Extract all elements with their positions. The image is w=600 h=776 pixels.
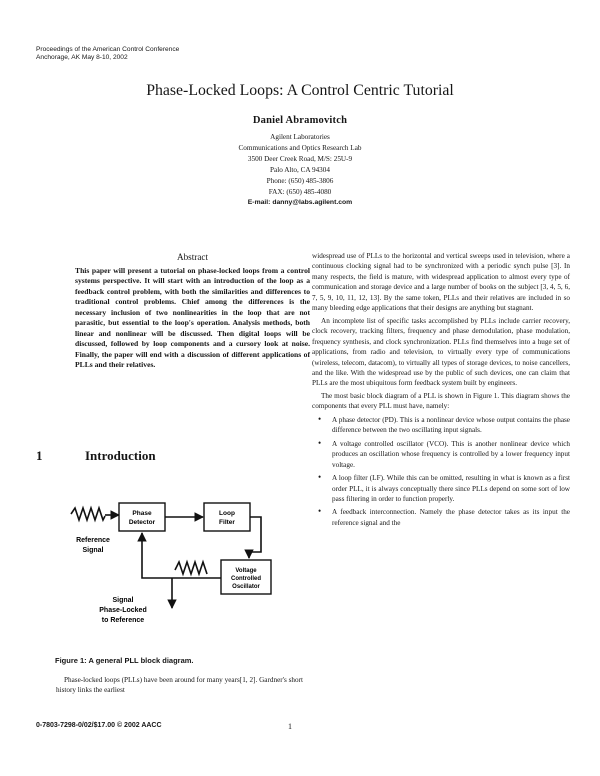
affiliation-fax: FAX: (650) 485-4080 (268, 188, 332, 196)
copyright-footer: 0-7803-7298-0/02/$17.00 © 2002 AACC (36, 722, 162, 729)
conference-name: Proceedings of the American Control Conference (36, 46, 180, 53)
body-paragraph-2: An incomplete list of specific tasks accomplished by PLLs include carrier recovery, clock recovery, tracking filters, frequency and phase demodulation, phase modulation, frequency synthesis, and clock synchronization. PLLs find themselves into a huge set of applications, from radio and television, to virtually every type of communications (wireless, telecom, datacom), to virtually all types of storage devices, to noise cancellers, and the like. With the widespread use by the public of such devices, one can claim that PLLs are the most ubiquitous form feedback system built by engineers. (312, 316, 570, 388)
author-name: Daniel Abramovitch (252, 115, 348, 126)
affiliation-lab: Communications and Optics Research Lab (238, 144, 362, 152)
figure-caption: Figure 1: A general PLL block diagram. (55, 656, 194, 665)
pd-label-2: Detector (128, 519, 156, 526)
bullet-icon: • (318, 437, 322, 448)
right-column (312, 251, 570, 528)
output-label-2: Phase-Locked (99, 607, 147, 614)
pll-block-diagram (55, 478, 305, 650)
reference-label-2: Signal (82, 547, 104, 554)
conference-header (36, 46, 179, 61)
intro-paragraph: Phase-locked loops (PLLs) have been around for many years[1, 2]. Gardner's short history links the earliest (56, 676, 303, 695)
output-label-3: to Reference (101, 617, 145, 624)
bullet-icon: • (318, 413, 322, 424)
list-item-text: A loop filter (LF). While this can be omitted, resulting in what is known as a first order PLL, it is always conceptually there since PLLs depend on some sort of low pass filtering in order to function properly. (332, 474, 570, 503)
affiliation-city: Palo Alto, CA 94304 (270, 166, 330, 174)
list-item (312, 439, 570, 470)
list-item (312, 473, 570, 504)
bullet-icon: • (318, 506, 322, 517)
reference-waveform (71, 508, 105, 520)
pd-label-1: Phase (132, 510, 152, 517)
affiliation-org: Agilent Laboratories (270, 133, 330, 141)
vco-label-3: Oscillator (232, 584, 260, 590)
conference-location: Anchorage, AK May 8-10, 2002 (36, 53, 128, 61)
affiliation-address: 3500 Deer Creek Road, M/S: 25U-9 (247, 155, 353, 163)
component-list (312, 415, 570, 529)
page-number: 1 (288, 722, 292, 731)
section-title: Introduction (85, 448, 156, 463)
section-heading (36, 448, 156, 464)
output-label-1: Signal (112, 597, 134, 604)
bullet-icon: • (318, 472, 322, 483)
section-number: 1 (36, 448, 43, 463)
phase-detector-block (119, 503, 165, 531)
lf-label-1: Loop (219, 510, 235, 517)
body-paragraph-1: widespread use of PLLs to the horizontal and vertical sweeps used in television, where a continuous clocking signal had to be synchronized with a periodic synch pulse [3]. In many respects, the field is mature, with widespread application to almost every type of communication and storage device and a large number of books on the subject [3, 4, 5, 6, 7, 5, 9, 10, 11, 12, 13]. By the same token, PLLs and their relatives are included in so many bleeding edge applications that their designs are anything but stagnant. (312, 252, 570, 313)
list-item (312, 415, 570, 436)
abstract-heading: Abstract (176, 252, 209, 262)
list-item-text: A phase detector (PD). This is a nonlinear device whose output contains the phase difference between the two oscillating input signals. (332, 415, 570, 435)
list-item-text: A voltage controlled oscillator (VCO). This is another nonlinear device which produces an oscillation whose frequency is controlled by a lower frequency input voltage. (332, 439, 570, 469)
vco-output-waveform (175, 562, 207, 574)
list-item-text: A feedback interconnection. Namely the phase detector takes as its input the reference signal and the (332, 508, 570, 527)
loop-filter-block (204, 503, 250, 531)
abstract-text: This paper will present a tutorial on phase-locked loops from a control systems perspective. It will start with an introduction of the loop as a feedback control problem, with both the similarities and differences to traditional control problems. Chief among the differences is the necessary inclusion of two nonlinearities in the loop that are not parasitic, but essential to the loop's operation. Analysis methods, both linear and nonlinear will be discussed. Then digital loops will be discussed, followed by loop components and a cursory look at noise. Finally, the paper will end with a discussion of different applications of PLLs and their relatives. (75, 266, 310, 370)
lf-to-vco-line (249, 517, 261, 558)
list-item (312, 507, 570, 528)
lf-label-2: Filter (219, 519, 235, 526)
vco-label-2: Controlled (231, 576, 261, 582)
affiliation-phone: Phone: (650) 485-3806 (266, 177, 334, 185)
reference-label-1: Reference (76, 537, 110, 544)
affiliation-email: E-mail: danny@labs.agilent.com (247, 199, 353, 206)
paper-title: Phase-Locked Loops: A Control Centric Tutorial (146, 82, 454, 99)
body-paragraph-3: The most basic block diagram of a PLL is shown in Figure 1. This diagram shows the components that every PLL must have, namely: (312, 391, 570, 411)
vco-label-1: Voltage (235, 568, 257, 574)
